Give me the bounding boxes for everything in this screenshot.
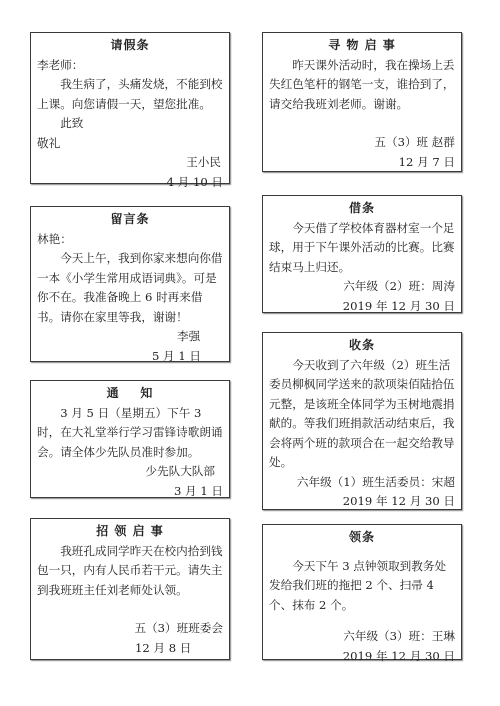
body-text: 今天上午，我到你家来想向你借一本《小学生常用成语词典》。可是你不在。我准备晚上 6 时再来借书。请你在家里等我，谢谢！: [37, 251, 223, 324]
salutation: 李老师：: [37, 57, 84, 72]
receive-note-card: [262, 524, 462, 663]
date: 2019 年 12 月 30 日: [342, 298, 455, 313]
message-note-card: [30, 206, 230, 362]
body-text: 今天收到了六年级（2）班生活委员柳枫同学送来的款项柒佰陆拾伍元整，是该班全体同学为玉树地震捐献的。等我们班捐款活动结束后，我会将两个班的款项合在一起交给教导处。: [269, 357, 455, 469]
notice-card: [30, 380, 230, 498]
card-title: 留言条: [110, 212, 150, 226]
salutation: 林艳：: [37, 231, 72, 246]
signer: 五（3）班班委会: [134, 621, 223, 635]
signer: 李强: [177, 329, 201, 343]
signer: 五（3）班 赵群: [374, 135, 455, 149]
date: 5 月 1 日: [152, 348, 201, 363]
body-text: 昨天课外活动时，我在操场上丢失红色笔杆的钢笔一支，谁拾到了，请交给我班刘老师。谢谢。: [269, 57, 455, 111]
closing-salute: 敬礼: [37, 135, 61, 150]
date: 12 月 7 日: [398, 154, 455, 169]
closing-text: 此致: [60, 116, 84, 130]
date: 2019 年 12 月 30 日: [342, 494, 455, 508]
signer: 六年级（3）班：王琳: [343, 629, 455, 643]
date: 3 月 1 日: [174, 483, 223, 498]
card-title: 借条: [348, 201, 375, 215]
date: 12 月 8 日: [135, 640, 192, 655]
signer: 六年级（1）班生活委员：宋超: [296, 474, 455, 489]
card-title: 寻 物 启 事: [328, 38, 396, 52]
signer: 少先队大队部: [145, 464, 215, 478]
signer: 六年级（2）班：周涛: [343, 279, 455, 293]
body-text: 3 月 5 日（星期五）下午 3 时，在大礼堂举行学习雷锋诗歌朗诵会。请全体少先队员准时参加。: [37, 405, 223, 459]
card-title: 通 知: [106, 386, 154, 400]
lost-notice-card: [262, 32, 462, 172]
date: 2019 年 12 月 30 日: [342, 648, 455, 663]
borrow-note-card: [262, 195, 462, 313]
card-title: 收条: [348, 338, 375, 352]
body-text: 今天借了学校体育器材室一个足球，用于下午课外活动的比赛。比赛结束马上归还。: [269, 220, 455, 274]
card-title: 招 领 启 事: [96, 524, 164, 538]
receipt-card: [262, 332, 462, 510]
leave-note-card: [30, 32, 230, 189]
body-text: 今天下午 3 点钟领取到教务处发给我们班的拖把 2 个、扫帚 4 个、抹布 2 个。: [269, 558, 447, 612]
signer: 王小民: [186, 155, 221, 169]
card-title: 请假条: [110, 38, 150, 52]
body-text: 我班孔成同学昨天在校内拾到钱包一只，内有人民币若干元。请失主到我班班主任刘老师处认领。: [37, 543, 223, 597]
date: 4 月 10 日: [166, 174, 223, 189]
found-notice-card: [30, 518, 230, 660]
card-title: 领条: [348, 530, 375, 544]
body-text: 我生病了，头痛发烧，不能到校上课。向您请假一天，望您批准。: [37, 77, 223, 111]
